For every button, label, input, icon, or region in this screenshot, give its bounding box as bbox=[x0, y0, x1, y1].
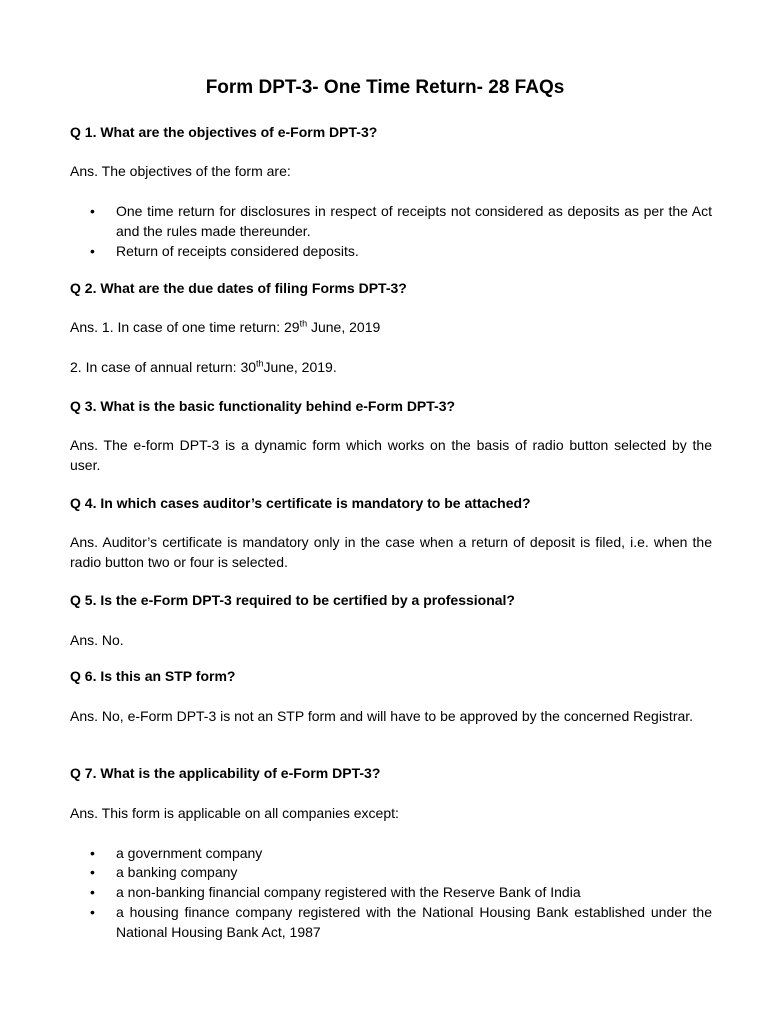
page-title: Form DPT-3- One Time Return- 28 FAQs bbox=[205, 77, 565, 98]
answer-5: Ans. No. bbox=[70, 632, 124, 648]
q7-bullet-item: a non-banking financial company registered with the Reserve Bank of India bbox=[116, 884, 581, 900]
bullet-marker: • bbox=[90, 845, 95, 861]
answer-3: Ans. The e-form DPT-3 is a dynamic form which works on the basis of radio button selected by the user. bbox=[70, 437, 712, 473]
ordinal-suffix: th bbox=[256, 358, 264, 369]
question-3: Q 3. What is the basic functionality behind e-Form DPT-3? bbox=[70, 398, 456, 414]
answer-4: Ans. Auditor’s certificate is mandatory only in the case when a return of deposit is filed, i.e. when the radio button two or four is selected. bbox=[70, 534, 712, 570]
ordinal-suffix: th bbox=[299, 318, 308, 329]
answer-2-line-2-date: June, 2019. bbox=[263, 359, 337, 375]
bullet-marker: • bbox=[90, 203, 95, 219]
bullet-marker: • bbox=[90, 884, 95, 900]
bullet-marker: • bbox=[90, 904, 95, 920]
bullet-marker: • bbox=[90, 864, 95, 880]
answer-2-line-1-date: June, 2019 bbox=[307, 319, 381, 335]
question-6: Q 6. Is this an STP form? bbox=[70, 668, 236, 684]
answer-1: Ans. The objectives of the form are: bbox=[70, 163, 291, 179]
q1-bullet-item: Return of receipts considered deposits. bbox=[116, 243, 359, 259]
answer-2-line-2 bbox=[70, 357, 712, 377]
answer-7: Ans. This form is applicable on all companies except: bbox=[70, 805, 399, 821]
answer-2-line-2-text: 2. In case of annual return: 30 bbox=[70, 359, 257, 375]
q1-bullet-item: One time return for disclosures in respect of receipts not considered as deposits as per the Act and the rules made thereunder. bbox=[116, 203, 712, 239]
answer-6: Ans. No, e-Form DPT-3 is not an STP form and will have to be approved by the concerned Registrar. bbox=[70, 708, 694, 724]
q7-bullet-item: a banking company bbox=[116, 864, 238, 880]
question-1: Q 1. What are the objectives of e-Form DPT-3? bbox=[70, 124, 378, 140]
question-7: Q 7. What is the applicability of e-Form DPT-3? bbox=[70, 765, 381, 781]
bullet-marker: • bbox=[90, 243, 95, 259]
q7-bullet-item: a government company bbox=[116, 845, 263, 861]
answer-2-line-1-text: Ans. 1. In case of one time return: 29 bbox=[70, 319, 300, 335]
question-5: Q 5. Is the e-Form DPT-3 required to be certified by a professional? bbox=[70, 592, 515, 608]
question-2: Q 2. What are the due dates of filing Forms DPT-3? bbox=[70, 280, 407, 296]
q7-bullet-item: a housing finance company registered with the National Housing Bank established under the National Housing Bank Act, 1987 bbox=[116, 904, 712, 940]
answer-2-line-1 bbox=[70, 317, 712, 337]
question-4: Q 4. In which cases auditor’s certificate is mandatory to be attached? bbox=[70, 495, 531, 511]
